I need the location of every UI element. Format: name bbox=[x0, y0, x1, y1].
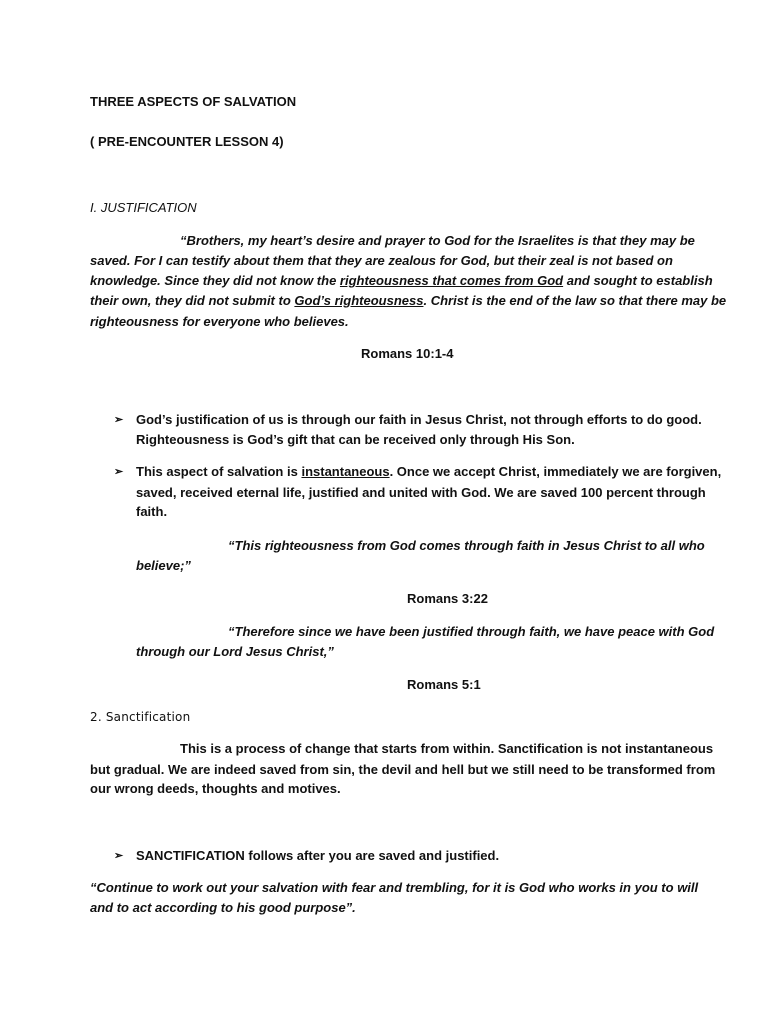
document-title: THREE ASPECTS OF SALVATION bbox=[90, 94, 297, 109]
document-subtitle: ( PRE-ENCOUNTER LESSON 4) bbox=[90, 134, 284, 149]
paragraph-line: our wrong deeds, thoughts and motives. bbox=[90, 781, 341, 796]
quote-text: and sought to establish bbox=[563, 273, 713, 288]
bullet-text: faith. bbox=[136, 504, 168, 519]
paragraph-line: but gradual. We are indeed saved from sin, the devil and hell but we still need to be transformed from bbox=[90, 762, 716, 777]
bullet-text: saved, received eternal life, justified and united with God. We are saved 100 percent through bbox=[136, 485, 706, 500]
bullet-arrow-icon: ➢ bbox=[114, 850, 124, 862]
quote-line: believe;” bbox=[136, 558, 191, 573]
quote-underlined-text: God’s righteousness bbox=[294, 293, 424, 308]
bullet-text: SANCTIFICATION follows after you are saved and justified. bbox=[136, 848, 500, 863]
bullet-text bbox=[136, 464, 721, 479]
scripture-reference: Romans 3:22 bbox=[407, 591, 488, 606]
section2-heading: 2. Sanctification bbox=[90, 710, 191, 724]
bullet-arrow-icon: ➢ bbox=[114, 466, 124, 478]
quote-line: and to act according to his good purpose”. bbox=[90, 900, 356, 915]
quote-line: “Continue to work out your salvation with fear and trembling, for it is God who works in you to will bbox=[90, 880, 699, 895]
quote-text: knowledge. Since they did not know the bbox=[90, 273, 340, 288]
quote-line: “This righteousness from God comes through faith in Jesus Christ to all who bbox=[228, 538, 705, 553]
bullet-text: God’s justification of us is through our faith in Jesus Christ, not through efforts to do good. bbox=[136, 412, 702, 427]
quote-text: . Christ is the end of the law so that there may be bbox=[423, 293, 727, 308]
quote-underlined-text: righteousness that comes from God bbox=[339, 273, 564, 288]
scripture-reference: Romans 5:1 bbox=[407, 677, 481, 692]
bullet-text-part: This aspect of salvation is bbox=[136, 464, 302, 479]
quote-line: through our Lord Jesus Christ,” bbox=[136, 644, 334, 659]
quote-line bbox=[90, 293, 726, 308]
bullet-text-part: . Once we accept Christ, immediately we are forgiven, bbox=[389, 464, 722, 479]
quote-line bbox=[90, 273, 713, 288]
bullet-text: Righteousness is God’s gift that can be received only through His Son. bbox=[136, 432, 575, 447]
quote-line: “Brothers, my heart’s desire and prayer to God for the Israelites is that they may be bbox=[180, 233, 695, 248]
quote-line: saved. For I can testify about them that they are zealous for God, but their zeal is not based on bbox=[90, 253, 673, 268]
bullet-underlined-text: instantaneous bbox=[301, 464, 390, 479]
section1-heading: I. JUSTIFICATION bbox=[90, 200, 197, 215]
paragraph-line: This is a process of change that starts from within. Sanctification is not instantaneous bbox=[180, 741, 714, 756]
quote-text: their own, they did not submit to bbox=[90, 293, 295, 308]
quote-line: “Therefore since we have been justified through faith, we have peace with God bbox=[228, 624, 715, 639]
bullet-arrow-icon: ➢ bbox=[114, 414, 124, 426]
scripture-reference: Romans 10:1-4 bbox=[361, 346, 454, 361]
quote-line: righteousness for everyone who believes. bbox=[90, 314, 349, 329]
